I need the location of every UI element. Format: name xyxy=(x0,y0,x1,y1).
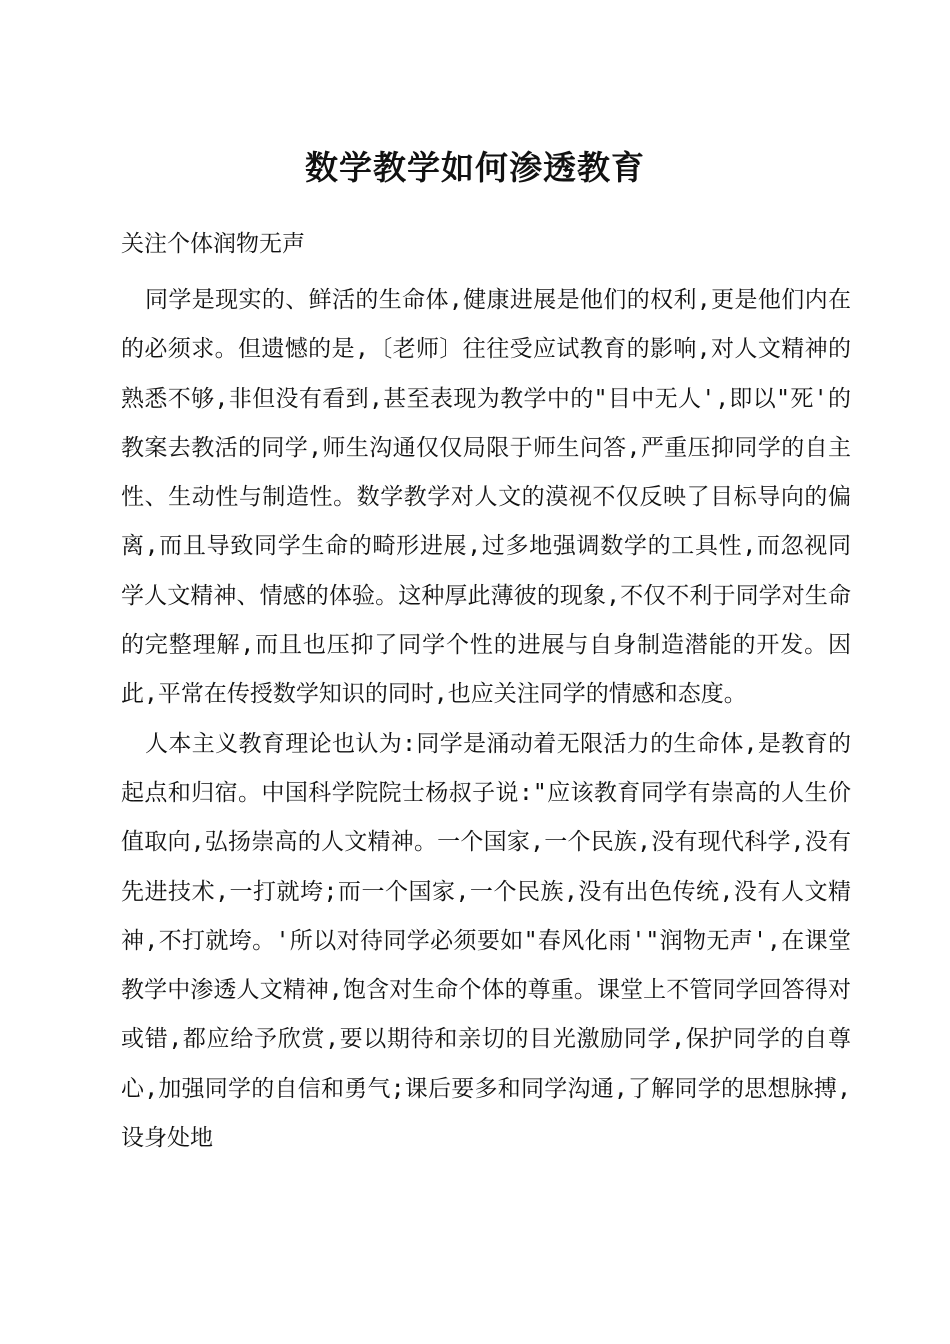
body-paragraph-1: 同学是现实的、鲜活的生命体,健康进展是他们的权利,更是他们内在的必须求。但遗憾的是,〔老师〕往往受应试教育的影响,对人文精神的熟悉不够,非但没有看到,甚至表现为教学中的"目中无人',即以"死'的教案去教活的同学,师生沟通仅仅局限于师生问答,严重压抑同学的自主性、生动性与制造性。数学教学对人文的漠视不仅反映了目标导向的偏离,而且导致同学生命的畸形进展,过多地强调数学的工具性,而忽视同学人文精神、情感的体验。这种厚此薄彼的现象,不仅不利于同学对生命的完整理解,而且也压抑了同学个性的进展与自身制造潜能的开发。因此,平常在传授数学知识的同时,也应关注同学的情感和态度。 xyxy=(121,287,851,708)
body-paragraph-2: 人本主义教育理论也认为:同学是涌动着无限活力的生命体,是教育的起点和归宿。中国科学院院士杨叔子说:"应该教育同学有崇高的人生价值取向,弘扬崇高的人文精神。一个国家,一个民族,没有现代科学,没有先进技术,一打就垮;而一个国家,一个民族,没有出色传统,没有人文精神,不打就垮。'所以对待同学必须要如"春风化雨'"润物无声',在课堂教学中渗透人文精神,饱含对生命个体的尊重。课堂上不管同学回答得对或错,都应给予欣赏,要以期待和亲切的目光激励同学,保护同学的自尊心,加强同学的自信和勇气;课后要多和同学沟通,了解同学的思想脉搏,设身处地 xyxy=(121,730,851,1152)
document-title: 数学教学如何渗透教育 xyxy=(305,148,645,187)
document-body xyxy=(121,276,851,1163)
section-heading: 关注个体润物无声 xyxy=(121,231,305,257)
